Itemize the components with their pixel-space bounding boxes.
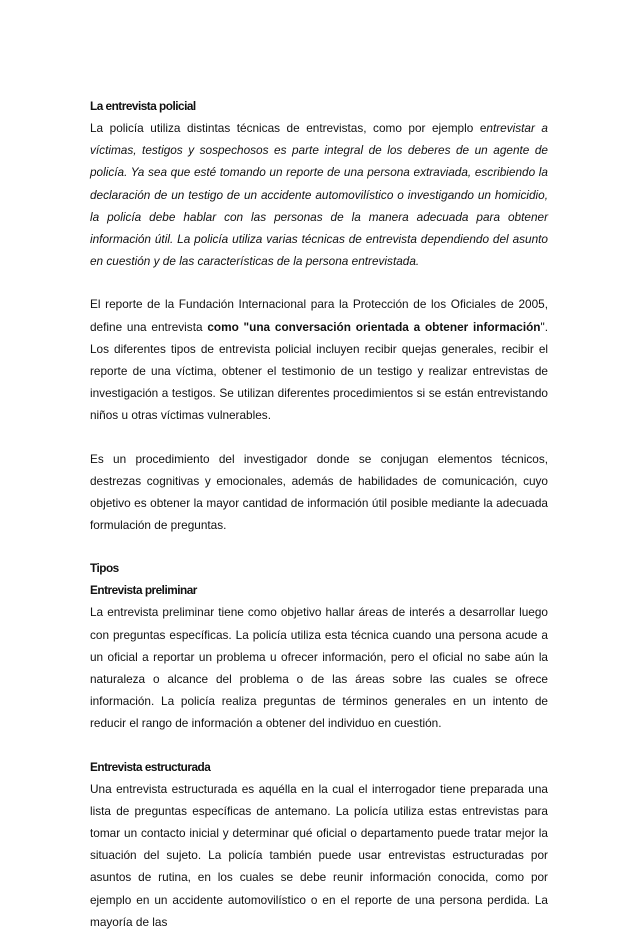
subheading-entrevista-preliminar: Entrevista preliminar <box>90 583 197 598</box>
paragraph-definition-before: El reporte de la Fundación Internacional para la Protección de los Oficiales de 2005, define una entrevista <box>90 297 548 334</box>
paragraph-intro <box>90 117 548 272</box>
paragraph-definition-after: ". Los diferentes tipos de entrevista policial incluyen recibir quejas generales, recibir el reporte de una víctima, obtener el testimonio de un testigo y realizar entrevistas de investigación a testigos. Se utilizan diferentes procedimientos si se están entrevistando niños u otras víctimas vulnerables. <box>90 319 548 423</box>
paragraph-procedure: Es un procedimiento del investigador donde se conjugan elementos técnicos, destrezas cognitivas y emocionales, además de habilidades de comunicación, cuyo objetivo es obtener la mayor cantidad de información útil posible mediante la adecuada formulación de preguntas. <box>90 451 548 533</box>
document-body <box>90 95 548 933</box>
subheading-entrevista-estructurada: Entrevista estructurada <box>90 759 211 774</box>
paragraph-intro-lead: La policía utiliza distintas técnicas de entrevistas, como por ejemplo e <box>90 121 487 135</box>
section-heading-entrevista-policial: La entrevista policial <box>90 99 196 113</box>
section-heading-tipos: Tipos <box>90 561 119 576</box>
paragraph-definition <box>90 293 548 426</box>
paragraph-estructurada: Una entrevista estructurada es aquélla en la cual el interrogador tiene preparada una lista de preguntas específicas de antemano. La policía utiliza estas entrevistas para tomar un contacto inicial y determinar qué oficial o departamento puede tratar mejor la situación del sujeto. La policía también puede usar entrevistas estructuradas por asuntos de rutina, en los cuales se debe reunir información conocida, como por ejemplo en un accidente automovilístico o en el reporte de una persona perdida. La mayoría de las <box>90 781 548 929</box>
paragraph-preliminar: La entrevista preliminar tiene como objetivo hallar áreas de interés a desarrollar luego con preguntas específicas. La policía utiliza esta técnica cuando una persona acude a un oficial a reportar un problema u ofrecer información, pero el oficial no sabe aún la naturaleza o alcance del problema o de las áreas sobre las cuales se ofrece información. La policía realiza preguntas de términos generales en un intento de reducir el rango de información a obtener del individuo en cuestión. <box>90 605 548 731</box>
paragraph-definition-bold: como "una conversación orientada a obtener información <box>207 319 541 334</box>
paragraph-intro-italic: ntrevistar a víctimas, testigos y sospechosos es parte integral de los deberes de un agente de policía. Ya sea que esté tomando un reporte de una persona extraviada, escribiendo la declaración de un testigo de un accidente automovilístico o investigando un homicidio, la policía debe hablar con las personas de la manera adecuada para obtener información útil. La policía utiliza varias técnicas de entrevista dependiendo del asunto en cuestión y de las características de la persona entrevistada. <box>90 121 548 269</box>
